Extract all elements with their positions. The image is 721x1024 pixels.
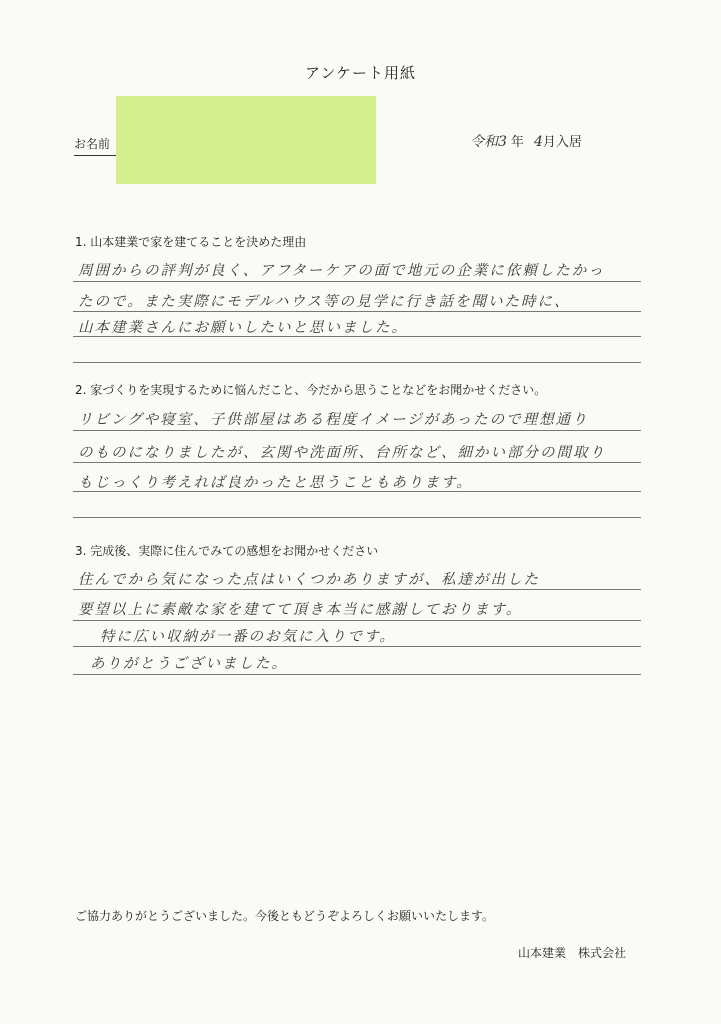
name-label: お名前 — [74, 137, 111, 151]
answer-1-line-3: 山本建業さんにお願いしたいと思いました。 — [78, 320, 408, 336]
question-2-label: 2. 家づくりを実現するために悩んだこと、今だから思うことなどをお聞かせください。 — [75, 383, 547, 397]
answer-1-line-1: 周囲からの評判が良く、アフターケアの面で地元の企業に依頼したかっ — [78, 263, 605, 279]
closing-message: ご協力ありがとうございました。今後ともどうぞよろしくお願いいたします。 — [75, 909, 495, 923]
answer-rule — [73, 362, 641, 363]
answer-rule — [73, 281, 641, 282]
answer-rule — [73, 517, 641, 518]
answer-2-line-3: もじっくり考えれば良かったと思うこともあります。 — [78, 475, 473, 491]
answer-rule — [73, 589, 641, 590]
answer-rule — [73, 430, 641, 431]
form-title: アンケート用紙 — [304, 64, 417, 82]
answer-3-line-4: ありがとうございました。 — [90, 656, 288, 672]
move-in-date — [470, 131, 582, 151]
move-in-month: 4 — [533, 134, 543, 150]
company-name: 山本建業 株式会社 — [518, 946, 627, 960]
answer-rule — [73, 620, 641, 621]
question-1-label: 1. 山本建業で家を建てることを決めた理由 — [75, 235, 307, 249]
answer-3-line-2: 要望以上に素敵な家を建てて頂き本当に感謝しております。 — [78, 602, 523, 618]
answer-rule — [73, 462, 641, 463]
answer-2-line-1: リビングや寝室、子供部屋はある程度イメージがあったので理想通り — [78, 412, 589, 428]
move-in-month-suffix: 月入居 — [542, 135, 582, 150]
move-in-year-suffix: 年 — [510, 135, 524, 150]
move-in-era: 令和3 — [470, 134, 507, 150]
answer-rule — [73, 674, 641, 675]
answer-rule — [73, 336, 641, 337]
answer-rule — [73, 491, 641, 492]
name-redaction-box — [116, 96, 376, 184]
answer-2-line-2: のものになりましたが、玄関や洗面所、台所など、細かい部分の間取り — [78, 445, 606, 461]
answer-rule — [73, 646, 641, 647]
answer-rule — [73, 311, 641, 312]
answer-1-line-2: たので。また実際にモデルハウス等の見学に行き話を聞いた時に、 — [78, 294, 571, 310]
answer-3-line-3: 特に広い収納が一番のお気に入りです。 — [100, 629, 396, 645]
answer-3-line-1: 住んでから気になった点はいくつかありますが、私達が出した — [78, 572, 540, 588]
question-3-label: 3. 完成後、実際に住んでみての感想をお聞かせください — [75, 544, 379, 558]
